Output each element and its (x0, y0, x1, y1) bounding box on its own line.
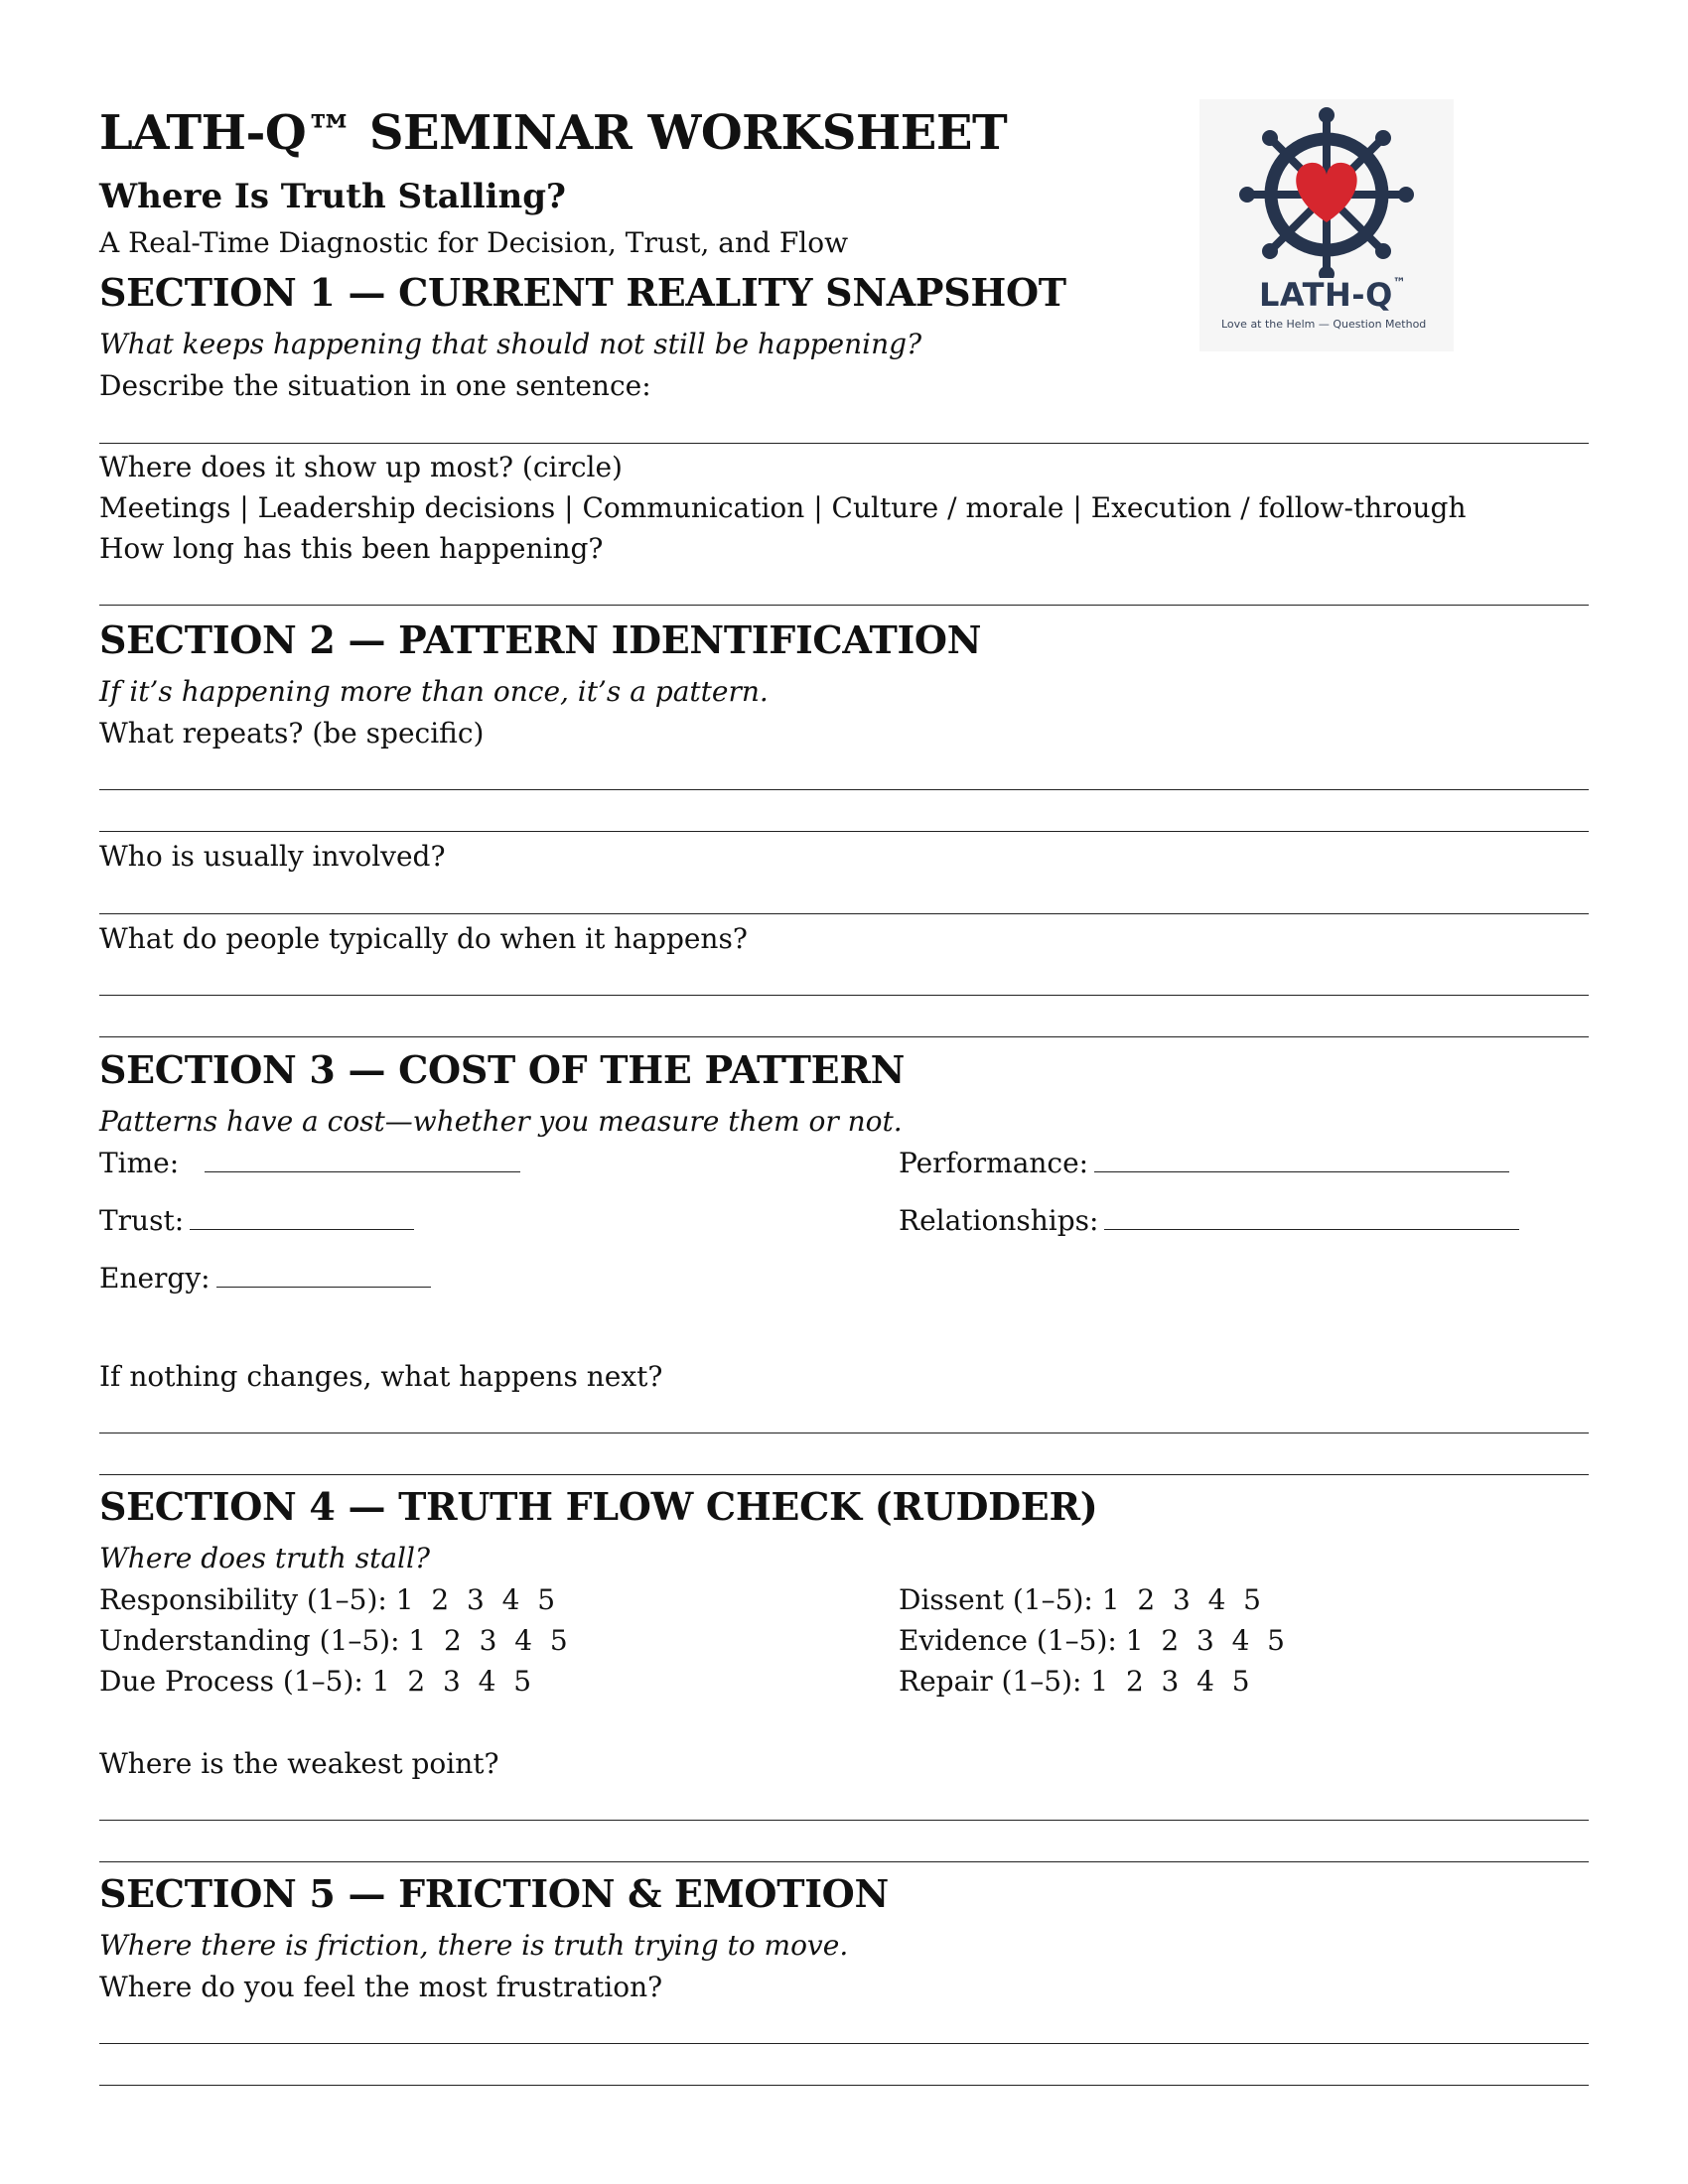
cost-energy-label: Energy: (99, 1262, 211, 1295)
rating-scale[interactable]: 1 2 3 4 5 (408, 1624, 568, 1657)
answer-line[interactable] (99, 1474, 1589, 1475)
lathq-logo (1199, 99, 1454, 351)
cost-energy-field[interactable] (99, 1262, 431, 1295)
page-title: LATH-Q™ SEMINAR WORKSHEET (99, 105, 1008, 161)
section5-heading: SECTION 5 — FRICTION & EMOTION (99, 1871, 889, 1916)
section4-prompt: Where does truth stall? (99, 1542, 430, 1574)
rating-repair[interactable] (899, 1665, 1250, 1698)
rating-understanding[interactable] (99, 1624, 568, 1657)
answer-line[interactable] (99, 1036, 1589, 1037)
section1-prompt: What keeps happening that should not still be happening? (99, 328, 922, 360)
logo-strapline: Love at the Helm — Question Method (1221, 318, 1427, 331)
answer-line[interactable] (99, 2085, 1589, 2086)
section2-question-who: Who is usually involved? (99, 840, 446, 873)
section2-heading: SECTION 2 — PATTERN IDENTIFICATION (99, 617, 982, 662)
rating-dissent[interactable] (899, 1583, 1261, 1616)
section2-question-what-do: What do people typically do when it happens? (99, 922, 748, 955)
section2-question-repeats: What repeats? (be specific) (99, 717, 485, 750)
rating-scale[interactable]: 1 2 3 4 5 (1101, 1583, 1261, 1616)
section5-question-frustration: Where do you feel the most frustration? (99, 1971, 663, 2003)
rating-scale[interactable]: 1 2 3 4 5 (1125, 1624, 1285, 1657)
answer-line[interactable] (99, 995, 1589, 996)
section1-question-situation: Describe the situation in one sentence: (99, 369, 651, 402)
cost-performance-label: Performance: (899, 1147, 1089, 1179)
cost-relationships-field[interactable] (899, 1204, 1519, 1237)
logo-trademark: ™ (1392, 276, 1407, 291)
section1-options[interactable]: Meetings | Leadership decisions | Communication | Culture / morale | Execution / follow-through (99, 491, 1467, 524)
section1-question-where: Where does it show up most? (circle) (99, 451, 623, 483)
rating-dissent-label: Dissent (1–5): (899, 1583, 1093, 1616)
page-subtitle: Where Is Truth Stalling? (99, 177, 566, 216)
section1-question-duration: How long has this been happening? (99, 532, 604, 565)
answer-line[interactable] (99, 831, 1589, 832)
cost-time-line[interactable] (205, 1148, 520, 1172)
rating-understanding-label: Understanding (1–5): (99, 1624, 400, 1657)
answer-line[interactable] (99, 605, 1589, 606)
logo-wordmark: LATH-Q (1259, 276, 1393, 314)
section1-heading: SECTION 1 — CURRENT REALITY SNAPSHOT (99, 270, 1066, 315)
section5-prompt: Where there is friction, there is truth trying to move. (99, 1929, 849, 1962)
section3-question-next: If nothing changes, what happens next? (99, 1360, 663, 1393)
answer-line[interactable] (99, 1861, 1589, 1862)
section4-question-weakest: Where is the weakest point? (99, 1747, 499, 1780)
answer-line[interactable] (99, 1820, 1589, 1821)
rating-due-process-label: Due Process (1–5): (99, 1665, 363, 1698)
cost-performance-line[interactable] (1094, 1148, 1509, 1172)
rating-due-process[interactable] (99, 1665, 531, 1698)
section3-prompt: Patterns have a cost—whether you measure them or not. (99, 1105, 903, 1138)
answer-line[interactable] (99, 443, 1589, 444)
section3-heading: SECTION 3 — COST OF THE PATTERN (99, 1047, 906, 1092)
answer-line[interactable] (99, 789, 1589, 790)
cost-relationships-label: Relationships: (899, 1204, 1099, 1237)
rating-scale[interactable]: 1 2 3 4 5 (1090, 1665, 1250, 1698)
answer-line[interactable] (99, 2043, 1589, 2044)
rating-scale[interactable]: 1 2 3 4 5 (395, 1583, 556, 1616)
cost-time-label: Time: (99, 1147, 180, 1179)
cost-relationships-line[interactable] (1104, 1205, 1519, 1230)
cost-performance-field[interactable] (899, 1147, 1509, 1179)
cost-energy-line[interactable] (216, 1263, 431, 1288)
rating-responsibility[interactable] (99, 1583, 555, 1616)
cost-trust-field[interactable] (99, 1204, 414, 1237)
section4-heading: SECTION 4 — TRUTH FLOW CHECK (RUDDER) (99, 1484, 1098, 1529)
rating-repair-label: Repair (1–5): (899, 1665, 1082, 1698)
answer-line[interactable] (99, 913, 1589, 914)
section2-prompt: If it’s happening more than once, it’s a pattern. (99, 675, 769, 708)
ship-wheel-heart-icon (1199, 99, 1454, 278)
cost-time-field[interactable] (99, 1147, 520, 1179)
rating-evidence[interactable] (899, 1624, 1285, 1657)
rating-scale[interactable]: 1 2 3 4 5 (371, 1665, 532, 1698)
cost-trust-line[interactable] (190, 1205, 414, 1230)
page-tagline: A Real-Time Diagnostic for Decision, Trust, and Flow (99, 226, 849, 259)
rating-evidence-label: Evidence (1–5): (899, 1624, 1117, 1657)
rating-responsibility-label: Responsibility (1–5): (99, 1583, 387, 1616)
cost-trust-label: Trust: (99, 1204, 185, 1237)
